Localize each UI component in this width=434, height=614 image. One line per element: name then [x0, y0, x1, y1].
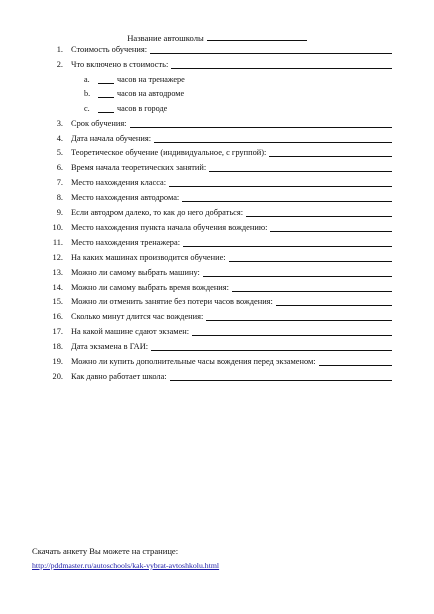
answer-fill-line[interactable]: [206, 320, 392, 321]
question-row: [0, 282, 434, 293]
question-row: [0, 252, 434, 263]
answer-fill-line[interactable]: [229, 261, 392, 262]
question-row: [0, 296, 434, 307]
answer-fill-line[interactable]: [269, 156, 392, 157]
subitem-row: [0, 74, 434, 85]
question-label: Если автодром далеко, то как до него добраться:: [71, 208, 244, 217]
question-number: 18.: [52, 342, 63, 352]
subitem-fill-line[interactable]: [98, 112, 114, 113]
footer-text: Скачать анкету Вы можете на странице:: [32, 546, 179, 556]
question-number: 19.: [52, 357, 63, 366]
subitem-letter: c.: [84, 104, 90, 113]
answer-fill-line[interactable]: [276, 305, 392, 306]
subitem-row: [0, 103, 434, 114]
answer-fill-line[interactable]: [169, 186, 392, 187]
question-number: 4.: [56, 133, 63, 143]
question-label: Дата начала обучения:: [71, 133, 152, 143]
question-label: Место нахождения тренажера:: [71, 237, 181, 247]
question-row: [0, 371, 434, 382]
answer-fill-line[interactable]: [232, 291, 392, 292]
question-label: Что включено в стоимость:: [71, 59, 169, 69]
question-label: Стоимость обучения:: [71, 45, 148, 54]
footer-link[interactable]: http://pddmaster.ru/autoschools/kak-vybrat-avtoshkolu.html: [32, 561, 220, 570]
question-label: На каких машинах производится обучение:: [71, 252, 226, 262]
question-label: Можно ли отменить занятие без потери часов вождения:: [71, 297, 273, 307]
answer-fill-line[interactable]: [209, 171, 392, 172]
question-number: 16.: [52, 312, 63, 322]
question-number: 1.: [56, 45, 63, 54]
answer-fill-line[interactable]: [170, 380, 392, 381]
question-number: 13.: [52, 267, 63, 277]
subitem-letter: b.: [84, 89, 91, 99]
subitem-fill-line[interactable]: [98, 97, 114, 98]
document-title-row: [0, 32, 434, 43]
subitem-letter: a.: [84, 74, 90, 84]
question-row: [0, 147, 434, 158]
question-number: 7.: [56, 178, 63, 188]
question-label: Место нахождения класса:: [71, 178, 167, 188]
answer-fill-line[interactable]: [270, 231, 392, 232]
question-row: [0, 192, 434, 203]
question-number: 10.: [52, 222, 63, 232]
answer-fill-line[interactable]: [246, 216, 392, 217]
question-row: [0, 237, 434, 248]
question-row: [0, 133, 434, 144]
question-label: Место нахождения автодрома:: [71, 193, 180, 203]
question-label: Как давно работает школа:: [71, 371, 167, 381]
subitem-label: часов в городе: [117, 104, 168, 113]
answer-fill-line[interactable]: [182, 201, 392, 202]
question-label: Срок обучения:: [71, 118, 127, 128]
question-row: [0, 207, 434, 218]
question-number: 17.: [52, 327, 63, 337]
question-number: 9.: [56, 208, 63, 217]
question-row: [0, 59, 434, 70]
answer-fill-line[interactable]: [183, 246, 392, 247]
question-label: Дата экзамена в ГАИ:: [71, 342, 149, 352]
question-row: [0, 356, 434, 367]
question-label: Можно ли самому выбрать время вождения:: [71, 282, 229, 292]
answer-fill-line[interactable]: [154, 142, 392, 143]
question-number: 12.: [52, 252, 63, 262]
question-number: 3.: [56, 118, 63, 128]
question-number: 6.: [56, 163, 63, 173]
answer-fill-line[interactable]: [130, 127, 392, 128]
question-row: [0, 311, 434, 322]
question-label: Время начала теоретических занятий:: [71, 163, 207, 173]
answer-fill-line[interactable]: [171, 68, 392, 69]
question-label: Можно ли самому выбрать машину:: [71, 267, 200, 277]
question-number: 5.: [56, 148, 63, 158]
question-number: 14.: [52, 282, 63, 292]
subitem-label: часов на тренажере: [117, 74, 185, 84]
document-title: Название автошколы: [127, 33, 204, 43]
question-row: [0, 267, 434, 278]
subitem-row: [0, 88, 434, 99]
question-label: Можно ли купить дополнительные часы вождения перед экзаменом:: [71, 357, 316, 366]
question-row: [0, 222, 434, 233]
subitem-label: часов на автодроме: [117, 89, 185, 99]
question-label: Место нахождения пункта начала обучения вождению:: [71, 222, 268, 232]
question-number: 15.: [52, 297, 63, 307]
question-row: [0, 177, 434, 188]
question-label: Теоретическое обучение (индивидуальное, с группой):: [71, 148, 267, 158]
answer-fill-line[interactable]: [192, 335, 392, 336]
question-row: [0, 341, 434, 352]
question-row: [0, 326, 434, 337]
question-number: 11.: [52, 237, 63, 247]
question-label: На какой машине сдают экзамен:: [71, 327, 190, 337]
subitem-fill-line[interactable]: [98, 83, 114, 84]
answer-fill-line[interactable]: [319, 365, 392, 366]
question-row: [0, 162, 434, 173]
question-number: 8.: [56, 193, 63, 203]
question-label: Сколько минут длится час вождения:: [71, 312, 204, 322]
question-row: [0, 44, 434, 55]
title-fill-line: [207, 32, 307, 41]
question-number: 20.: [52, 371, 63, 381]
answer-fill-line[interactable]: [151, 350, 392, 351]
answer-fill-line[interactable]: [203, 276, 392, 277]
question-row: [0, 118, 434, 129]
question-number: 2.: [56, 59, 63, 69]
answer-fill-line[interactable]: [150, 53, 392, 54]
